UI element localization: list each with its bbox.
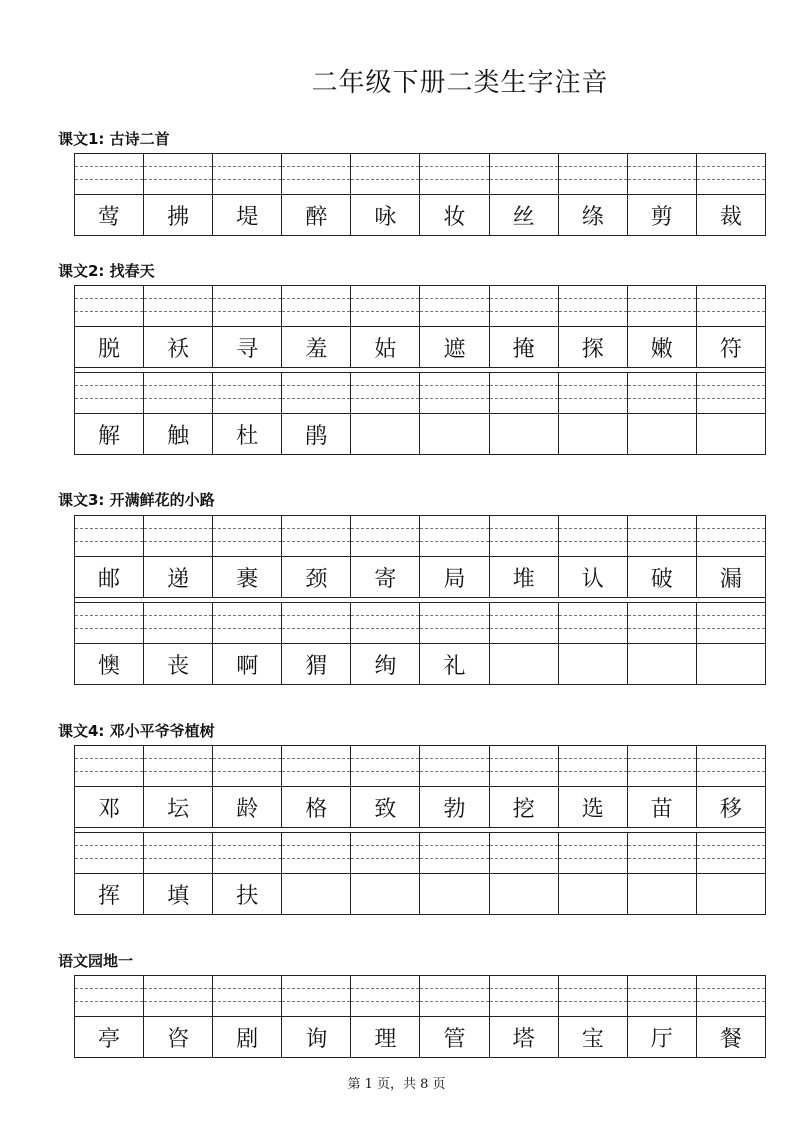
- pinyin-cell[interactable]: [490, 976, 559, 1016]
- lesson-title: 课文1: 古诗二首: [58, 130, 170, 148]
- lesson-title: 课文2: 找春天: [58, 262, 155, 280]
- character-cell: 漏: [719, 566, 742, 592]
- pinyin-cell[interactable]: [75, 373, 144, 413]
- grid-row: [75, 372, 765, 455]
- pinyin-cell[interactable]: [213, 154, 282, 194]
- pinyin-cell[interactable]: [75, 154, 144, 194]
- character-cell: [282, 874, 351, 914]
- character-cell: 致: [351, 787, 420, 827]
- character-cell: 杜: [213, 414, 282, 454]
- pinyin-cell[interactable]: [75, 833, 144, 873]
- character-cell: 咏: [351, 195, 420, 235]
- character-cell: 破: [628, 557, 697, 597]
- pinyin-cell[interactable]: [213, 373, 282, 413]
- pinyin-cell[interactable]: [628, 976, 697, 1016]
- character-line: [75, 195, 765, 236]
- pinyin-cell[interactable]: [490, 746, 559, 786]
- pinyin-cell[interactable]: [351, 516, 420, 556]
- pinyin-cell[interactable]: [559, 154, 628, 194]
- pinyin-line: [75, 832, 765, 874]
- lesson-title: 课文4: 邓小平爷爷植树: [58, 722, 215, 740]
- pinyin-line: [75, 745, 765, 787]
- character-cell: 递: [144, 557, 213, 597]
- character-cell: 宝: [559, 1017, 628, 1057]
- pinyin-cell[interactable]: [213, 516, 282, 556]
- pinyin-cell[interactable]: [559, 976, 628, 1016]
- character-cell: 袄: [144, 327, 213, 367]
- pinyin-cell[interactable]: [282, 976, 351, 1016]
- character-cell: 扶: [213, 874, 282, 914]
- character-cell: 懊: [75, 644, 144, 684]
- pinyin-cell[interactable]: [628, 746, 697, 786]
- character-cell: [697, 874, 765, 914]
- character-cell: 羞: [282, 327, 351, 367]
- character-cell: 姑: [351, 327, 420, 367]
- character-cell: 认: [559, 557, 628, 597]
- pinyin-cell[interactable]: [351, 373, 420, 413]
- character-cell: 移: [719, 796, 742, 822]
- pinyin-cell[interactable]: [628, 286, 697, 326]
- pinyin-cell[interactable]: [559, 746, 628, 786]
- character-cell: 亭: [75, 1017, 144, 1057]
- character-cell: 嫩: [628, 327, 697, 367]
- pinyin-cell[interactable]: [490, 516, 559, 556]
- character-cell: [490, 414, 559, 454]
- pinyin-cell[interactable]: [75, 976, 144, 1016]
- pinyin-cell[interactable]: [213, 603, 282, 643]
- pinyin-cell[interactable]: [144, 154, 213, 194]
- character-cell: 掩: [490, 327, 559, 367]
- character-cell: 符: [719, 336, 742, 362]
- character-cell: 堆: [490, 557, 559, 597]
- character-cell: 遮: [420, 327, 489, 367]
- pinyin-cell[interactable]: [144, 603, 213, 643]
- character-cell: 莺: [75, 195, 144, 235]
- pinyin-cell[interactable]: [628, 373, 697, 413]
- character-grid: [74, 515, 766, 685]
- pinyin-cell[interactable]: [420, 976, 489, 1016]
- character-line: [75, 1017, 765, 1058]
- pinyin-cell[interactable]: [420, 746, 489, 786]
- pinyin-cell[interactable]: [351, 286, 420, 326]
- pinyin-line: [75, 975, 765, 1017]
- pinyin-cell[interactable]: [490, 603, 559, 643]
- character-cell: 邮: [75, 557, 144, 597]
- pinyin-cell[interactable]: [282, 746, 351, 786]
- character-cell: [420, 874, 489, 914]
- grid-row: [75, 285, 765, 368]
- character-line: [75, 874, 765, 915]
- character-line: [75, 327, 765, 368]
- pinyin-cell[interactable]: [351, 154, 420, 194]
- character-cell: 触: [144, 414, 213, 454]
- pinyin-cell[interactable]: [282, 603, 351, 643]
- character-cell: 啊: [213, 644, 282, 684]
- pinyin-cell[interactable]: [559, 516, 628, 556]
- pinyin-cell[interactable]: [213, 286, 282, 326]
- character-grid: [74, 285, 766, 455]
- pinyin-cell[interactable]: [351, 976, 420, 1016]
- character-cell: 塔: [490, 1017, 559, 1057]
- character-cell: [559, 874, 628, 914]
- pinyin-cell[interactable]: [559, 373, 628, 413]
- pinyin-cell[interactable]: [420, 516, 489, 556]
- pinyin-cell[interactable]: [75, 746, 144, 786]
- pinyin-line: [75, 372, 765, 414]
- pinyin-line: [75, 602, 765, 644]
- pinyin-cell[interactable]: [697, 286, 765, 326]
- character-cell: 丧: [144, 644, 213, 684]
- pinyin-cell[interactable]: [420, 286, 489, 326]
- pinyin-cell[interactable]: [144, 516, 213, 556]
- page-footer: 第 1 页，共 8 页: [347, 1077, 446, 1092]
- pinyin-cell[interactable]: [490, 154, 559, 194]
- character-cell: 剧: [213, 1017, 282, 1057]
- character-cell: 寄: [351, 557, 420, 597]
- pinyin-line: [75, 285, 765, 327]
- pinyin-cell[interactable]: [490, 833, 559, 873]
- character-cell: 龄: [213, 787, 282, 827]
- pinyin-cell[interactable]: [628, 603, 697, 643]
- character-grid: [74, 975, 766, 1058]
- character-cell: 礼: [420, 644, 489, 684]
- character-cell: 探: [559, 327, 628, 367]
- grid-row: [75, 602, 765, 685]
- pinyin-cell[interactable]: [144, 286, 213, 326]
- pinyin-cell[interactable]: [559, 286, 628, 326]
- pinyin-cell[interactable]: [697, 154, 765, 194]
- pinyin-cell[interactable]: [282, 154, 351, 194]
- pinyin-cell[interactable]: [144, 746, 213, 786]
- pinyin-cell[interactable]: [351, 833, 420, 873]
- pinyin-cell[interactable]: [144, 373, 213, 413]
- character-cell: 绦: [559, 195, 628, 235]
- character-cell: 裹: [213, 557, 282, 597]
- character-cell: 妆: [420, 195, 489, 235]
- grid-row: [75, 153, 765, 236]
- pinyin-cell[interactable]: [628, 154, 697, 194]
- pinyin-cell[interactable]: [420, 603, 489, 643]
- pinyin-cell[interactable]: [282, 516, 351, 556]
- character-cell: 绚: [351, 644, 420, 684]
- character-cell: 邓: [75, 787, 144, 827]
- pinyin-cell[interactable]: [351, 603, 420, 643]
- pinyin-cell[interactable]: [697, 373, 765, 413]
- pinyin-cell[interactable]: [75, 603, 144, 643]
- pinyin-cell[interactable]: [697, 603, 765, 643]
- pinyin-cell[interactable]: [490, 286, 559, 326]
- grid-row: [75, 975, 765, 1058]
- pinyin-cell[interactable]: [282, 286, 351, 326]
- pinyin-cell[interactable]: [75, 516, 144, 556]
- grid-row: [75, 515, 765, 598]
- character-cell: 选: [559, 787, 628, 827]
- character-cell: [351, 414, 420, 454]
- grid-row: [75, 832, 765, 915]
- character-cell: 丝: [490, 195, 559, 235]
- character-cell: 苗: [628, 787, 697, 827]
- pinyin-cell[interactable]: [697, 976, 765, 1016]
- pinyin-cell[interactable]: [213, 833, 282, 873]
- character-line: [75, 787, 765, 828]
- pinyin-line: [75, 153, 765, 195]
- character-cell: 猬: [282, 644, 351, 684]
- character-cell: 挥: [75, 874, 144, 914]
- character-cell: [697, 644, 765, 684]
- pinyin-cell[interactable]: [490, 373, 559, 413]
- character-line: [75, 414, 765, 455]
- character-cell: 勃: [420, 787, 489, 827]
- character-cell: 餐: [719, 1026, 742, 1052]
- lesson-title: 课文3: 开满鲜花的小路: [58, 491, 215, 509]
- character-cell: 坛: [144, 787, 213, 827]
- pinyin-cell[interactable]: [420, 154, 489, 194]
- character-cell: 管: [420, 1017, 489, 1057]
- character-cell: 理: [351, 1017, 420, 1057]
- page-title: 二年级下册二类生字注音: [311, 68, 609, 98]
- pinyin-cell[interactable]: [351, 746, 420, 786]
- character-cell: 拂: [144, 195, 213, 235]
- pinyin-line: [75, 515, 765, 557]
- character-cell: 局: [420, 557, 489, 597]
- pinyin-cell[interactable]: [628, 516, 697, 556]
- character-cell: [559, 644, 628, 684]
- pinyin-cell[interactable]: [559, 833, 628, 873]
- character-cell: 填: [144, 874, 213, 914]
- character-cell: 裁: [719, 204, 742, 230]
- character-cell: 鹃: [282, 414, 351, 454]
- pinyin-cell[interactable]: [213, 746, 282, 786]
- character-cell: 咨: [144, 1017, 213, 1057]
- grid-row: [75, 745, 765, 828]
- character-cell: 脱: [75, 327, 144, 367]
- character-cell: [628, 644, 697, 684]
- pinyin-cell[interactable]: [75, 286, 144, 326]
- character-cell: [351, 874, 420, 914]
- character-cell: [697, 414, 765, 454]
- character-cell: [628, 874, 697, 914]
- pinyin-cell[interactable]: [282, 373, 351, 413]
- character-cell: [490, 644, 559, 684]
- character-cell: 堤: [213, 195, 282, 235]
- character-cell: [628, 414, 697, 454]
- pinyin-cell[interactable]: [213, 976, 282, 1016]
- pinyin-cell[interactable]: [420, 833, 489, 873]
- character-cell: 剪: [628, 195, 697, 235]
- pinyin-cell[interactable]: [697, 833, 765, 873]
- character-cell: 厅: [628, 1017, 697, 1057]
- character-cell: [490, 874, 559, 914]
- character-line: [75, 644, 765, 685]
- lesson-title: 语文园地一: [58, 952, 134, 970]
- character-cell: [420, 414, 489, 454]
- character-cell: [559, 414, 628, 454]
- pinyin-cell[interactable]: [144, 833, 213, 873]
- character-cell: 解: [75, 414, 144, 454]
- pinyin-cell[interactable]: [559, 603, 628, 643]
- pinyin-cell[interactable]: [697, 746, 765, 786]
- character-line: [75, 557, 765, 598]
- character-cell: 颈: [282, 557, 351, 597]
- pinyin-cell[interactable]: [282, 833, 351, 873]
- pinyin-cell[interactable]: [144, 976, 213, 1016]
- character-cell: 挖: [490, 787, 559, 827]
- pinyin-cell[interactable]: [697, 516, 765, 556]
- pinyin-cell[interactable]: [628, 833, 697, 873]
- character-cell: 格: [282, 787, 351, 827]
- character-grid: [74, 153, 766, 236]
- character-grid: [74, 745, 766, 915]
- character-cell: 询: [282, 1017, 351, 1057]
- pinyin-cell[interactable]: [420, 373, 489, 413]
- character-cell: 醉: [282, 195, 351, 235]
- character-cell: 寻: [213, 327, 282, 367]
